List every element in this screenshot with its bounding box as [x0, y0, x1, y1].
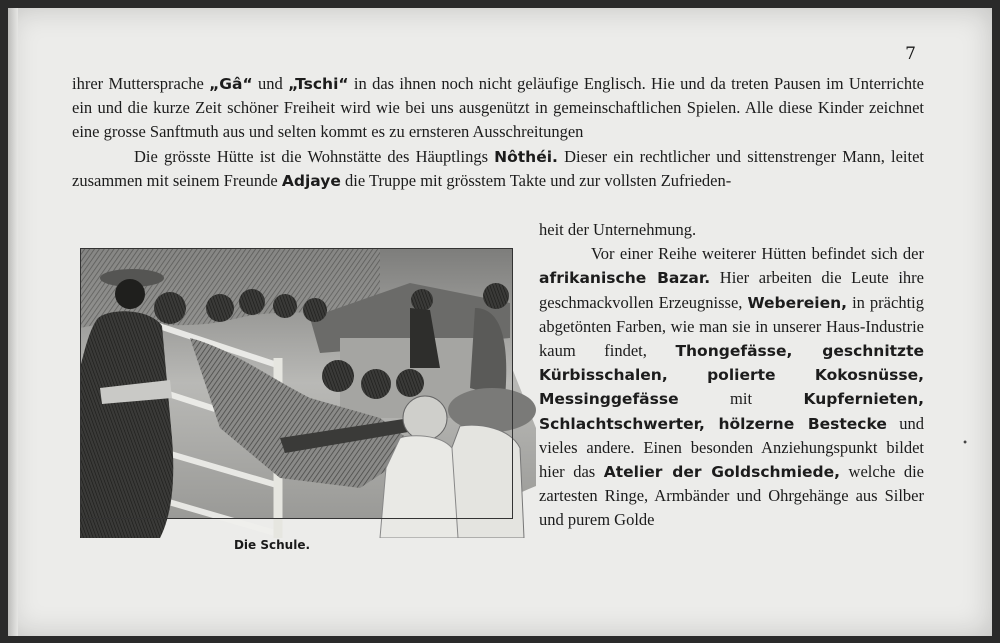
text-run: mit	[678, 389, 804, 409]
text-run: Die grösste Hütte ist die Wohnstätte des Häuptlings	[134, 146, 495, 166]
text-run: heit der Unternehmung.	[539, 220, 697, 239]
text-run: Vor einer Reihe weiterer Hütten befindet sich der	[591, 244, 924, 264]
text-run: Hier arbeiten die Leute ihre geschmackvollen Erzeugnisse,	[539, 268, 924, 312]
edge-dot: •	[962, 438, 968, 449]
paragraph	[72, 72, 924, 145]
engraving-picture	[80, 248, 536, 538]
bold-term: Atelier der Goldschmiede,	[603, 463, 841, 482]
page-number: 7	[905, 44, 916, 64]
text-run: die Truppe mit grösstem Takte und zur vollsten Zufrieden-	[340, 170, 732, 190]
bold-term: Adjaye	[281, 171, 341, 190]
figure-caption: Die Schule.	[233, 538, 311, 552]
text-run: in das ihnen noch nicht geläufige Englisch. Hie und da treten Pausen im Unterrichte ein und die kurze Zeit schöner Freiheit wird wie bei uns ausgenützt in gemeinschaftlichen Spielen. Alle diese Kinder zeichnet eine grosse Sanftmuth aus und selten kommt es zu ernsteren Ausschreitungen	[72, 74, 924, 142]
paragraph	[72, 145, 924, 193]
bold-term: Thongefässe, geschnitzte Kürbisschalen, polierte Kokosnüsse, Messinggefässe	[539, 342, 924, 409]
book-page	[8, 8, 992, 636]
body-text-right-column	[539, 218, 924, 533]
text-run: in prächtig abgetönten Farben, wie man sie in unserer Haus-Industrie kaum findet,	[539, 292, 924, 361]
page-spine-shadow	[8, 8, 18, 636]
bold-term: Nôthéi.	[494, 147, 558, 166]
text-run: Dieser ein rechtlicher und sittenstrenger Mann, leitet zusammen mit seinem Freunde	[72, 146, 924, 190]
bold-term: Webereien,	[747, 293, 848, 312]
paragraph	[539, 242, 924, 532]
text-run: und vieles andere. Einen besonden Anziehungspunkt bildet hier das	[539, 413, 924, 482]
body-text-full-width	[72, 72, 924, 193]
illustration-school	[80, 248, 536, 538]
bold-term: „Tschi“	[288, 75, 349, 93]
paragraph	[539, 218, 924, 242]
text-run: welche die zartesten Ringe, Armbänder und Ohrgehänge aus Silber und purem Golde	[539, 462, 924, 530]
bold-term: afrikanische Bazar.	[539, 269, 711, 288]
bold-term: Kupfernieten, Schlachtschwerter, hölzerne Bestecke	[539, 390, 924, 433]
text-run: und	[252, 74, 289, 93]
bold-term: „Gâ“	[209, 75, 253, 93]
text-run: ihrer Muttersprache	[72, 74, 210, 93]
